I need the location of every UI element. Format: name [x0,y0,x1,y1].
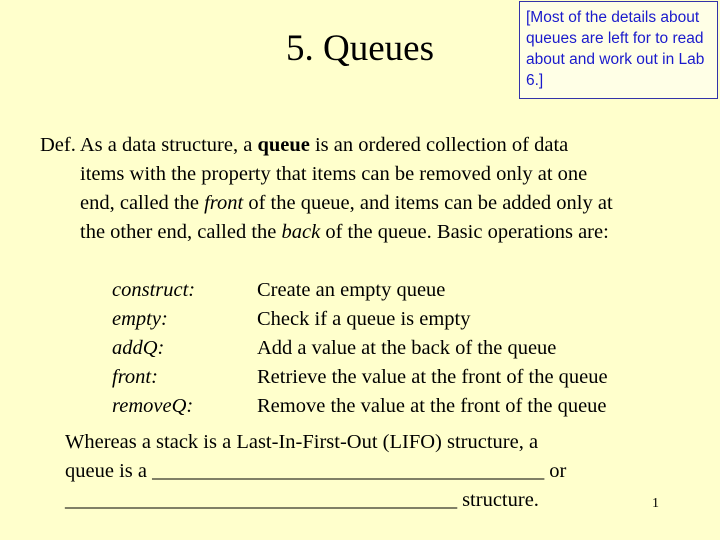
operation-name: empty: [112,308,168,330]
comparison-text: structure. [456,489,539,511]
definition-line-3 [40,189,716,218]
lab-note-box: [Most of the details about queues are left for to read about and work out in Lab 6.] [519,1,718,99]
definition-text: of the queue. Basic operations are: [320,221,609,243]
comparison-line-1: Whereas a stack is a Last-In-First-Out (LIFO) structure, a [65,431,539,453]
operation-description: Add a value at the back of the queue [257,337,557,359]
definition-text: end, called the [80,192,205,214]
queue-term: queue [257,134,310,156]
operation-row [112,363,608,392]
operation-name: removeQ: [112,395,194,417]
operation-row [112,334,608,363]
definition-text: Def. As a data structure, a [40,134,258,156]
operation-description: Retrieve the value at the front of the queue [257,366,608,388]
comparison-text: or [544,460,567,482]
definition-line-1 [40,131,716,160]
comparison-text: queue is a [65,460,153,482]
fill-in-blank: _______________________________________ [65,489,457,511]
definition-text: is an ordered collection of data [309,134,569,156]
operation-description: Create an empty queue [257,279,446,301]
comparison-line-3 [65,486,685,515]
definition-line-4 [40,218,716,247]
slide-title: 5. Queues [286,28,434,69]
fill-in-blank: _______________________________________ [152,460,545,482]
operation-row [112,392,608,421]
operation-description: Remove the value at the front of the queue [257,395,607,417]
operation-name: addQ: [112,337,165,359]
operation-name: construct: [112,279,196,301]
operation-row [112,305,608,334]
back-term: back [281,221,321,243]
page-number: 1 [652,496,659,511]
front-term: front [204,192,244,214]
operation-name: front: [112,366,158,388]
queue-definition [40,131,716,247]
stack-comparison [65,428,685,515]
definition-text: the other end, called the [80,221,282,243]
operations-list [112,276,608,421]
comparison-line-2 [65,457,685,486]
operation-description: Check if a queue is empty [257,308,471,330]
operation-row [112,276,608,305]
definition-line-2: items with the property that items can be removed only at one [80,163,588,185]
definition-text: of the queue, and items can be added only at [243,192,613,214]
